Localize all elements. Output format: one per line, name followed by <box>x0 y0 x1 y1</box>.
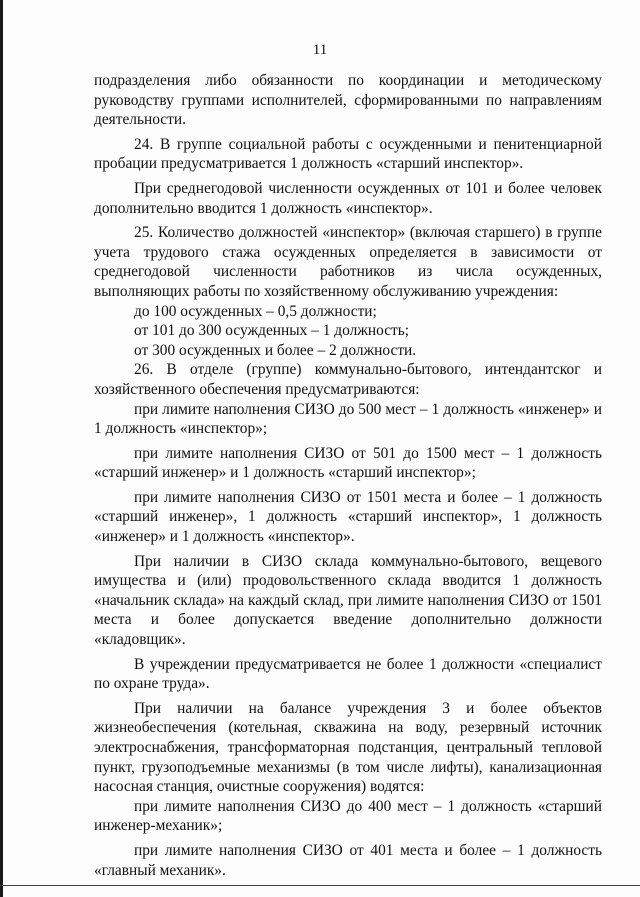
paragraph-warehouse: При наличии в СИЗО склада коммунально-бытового, вещевого имущества и (или) продовольственного склада вводится 1 должность «начальник склада» на каждый склад, при лимите наполнения СИЗО от 1501 места и более допускается введение дополнительно должности «кладовщик». <box>94 552 602 649</box>
paragraph-limit-501-1500: при лимите наполнения СИЗО от 501 до 1500 мест – 1 должность «старший инженер» и 1 должность «старший инспектор»; <box>94 444 602 482</box>
list-item-101-300: от 101 до 300 осужденных – 1 должность; <box>134 322 410 340</box>
paragraph-item-26: 26. В отделе (группе) коммунально-бытового, интендантског и хозяйственного обеспечения предусматриваются: <box>94 361 602 398</box>
paragraph-limit-400: при лимите наполнения СИЗО до 400 мест – 1 должность «старший инженер-механик»; <box>94 797 602 835</box>
page-bottom-edge <box>0 885 640 886</box>
paragraph-inspector-addition: При среднегодовой численности осужденных от 101 и более человек дополнительно вводится 1 должность «инспектор». <box>94 179 602 217</box>
paragraph-labor-safety: В учреждении предусматривается не более 1 должности «специалист по охране труда». <box>94 655 602 693</box>
paragraph-life-support: При наличии на балансе учреждения 3 и более объектов жизнеобеспечения (котельная, скважина на воду, резервный источник электроснабжения, трансформаторная подстанция, центральный тепловой пункт, грузоподъемные механизмы (в том числе лифты), канализационная насосная станция, очистные сооружения) водятся: <box>94 699 602 796</box>
paragraph-limit-401: при лимите наполнения СИЗО от 401 места и более – 1 должность «главный механик». <box>94 841 602 879</box>
page-number: 11 <box>312 42 328 58</box>
paragraph-limit-500: при лимите наполнения СИЗО до 500 мест – 1 должность «инженер» и 1 должность «инспектор»; <box>94 400 602 438</box>
paragraph-item-25: 25. Количество должностей «инспектор» (включая старшего) в группе учета трудового стажа осужденных определяется в зависимости от среднегодовой численности работников из числа осужденных, выполняющих работы по хозяйственному обслуживанию учреждения: <box>94 224 602 300</box>
document-body <box>94 71 602 880</box>
list-item-300-plus: от 300 осужденных и более – 2 должности. <box>134 341 417 359</box>
paragraph-continuation: подразделения либо обязанности по координации и методическому руководству группами исполнителей, сформированными по направлениям деятельности. <box>94 72 602 129</box>
paragraph-limit-1501: при лимите наполнения СИЗО от 1501 места и более – 1 должность «старший инженер», 1 должность «старший инспектор», 1 должность «инженер» и 1 должность «инспектор». <box>94 488 602 546</box>
list-item-up-to-100: до 100 осужденных – 0,5 должности; <box>134 302 377 320</box>
paragraph-item-24: 24. В группе социальной работы с осужденными и пенитенциарной пробации предусматривается 1 должность «старший инспектор». <box>94 135 602 173</box>
